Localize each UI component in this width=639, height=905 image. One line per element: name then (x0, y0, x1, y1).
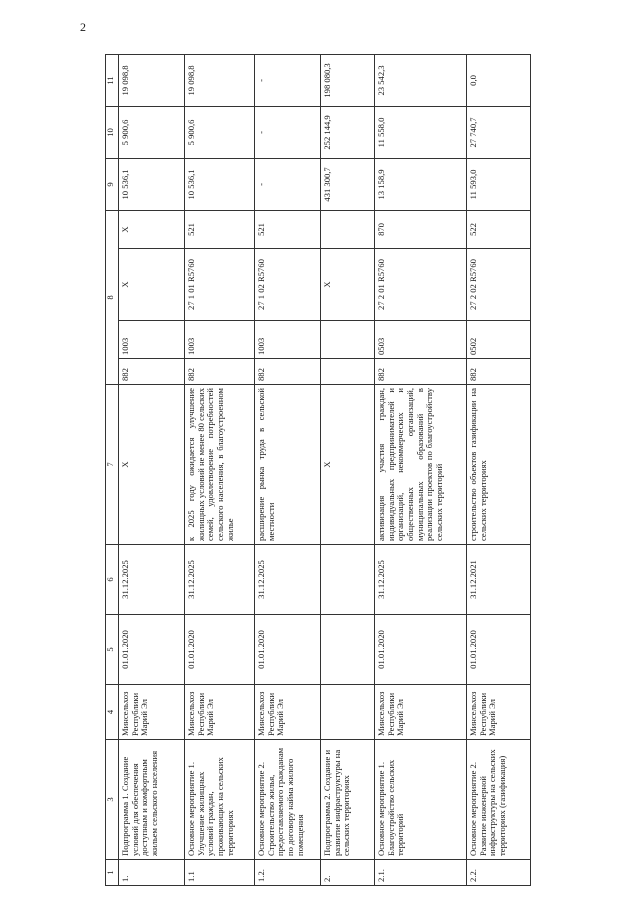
value-col11: - (255, 54, 321, 106)
executor: Минсельхоз Республики Марий Эл (119, 685, 185, 740)
header-cell: 7 (106, 385, 119, 545)
table-row (185, 54, 255, 885)
header-cell: 4 (106, 685, 119, 740)
executor (321, 685, 375, 740)
expected-result: строительство объектов газификации на сельских территориях (467, 385, 531, 545)
code-csr: 27 1 02 R5760 (255, 249, 321, 321)
header-cell: 6 (106, 545, 119, 615)
value-col9: 11 593,0 (467, 158, 531, 210)
row-number: 1.1 (185, 860, 255, 886)
code-grbs: 882 (375, 359, 467, 385)
executor: Минсельхоз Республики Марий Эл (185, 685, 255, 740)
activity-name: Основное мероприятие 1. Улучшение жилищных условий граждан, проживающих на сельских территориях (185, 740, 255, 860)
activity-name: Основное мероприятие 1. Благоустройство сельских территорий (375, 740, 467, 860)
value-col10: 252 144,9 (321, 106, 375, 158)
value-col9: 10 536,1 (185, 158, 255, 210)
value-col11: 198 080,3 (321, 54, 375, 106)
value-col9: 431 300,7 (321, 158, 375, 210)
header-row (106, 54, 119, 885)
code-rzpr: 1003 (119, 321, 185, 359)
expected-result: активизация участия граждан, индивидуальных предпринимателей и организаций, некоммерческих и общественных организаций, муниципальных образований в реализации проектов по благоустройству сельских территорий (375, 385, 467, 545)
value-col10: 11 558,0 (375, 106, 467, 158)
row-number: 2.1. (375, 860, 467, 886)
value-col11: 19 098,8 (119, 54, 185, 106)
header-cell: 11 (106, 54, 119, 106)
end-date: 31.12.2025 (255, 545, 321, 615)
code-vr: 870 (375, 210, 467, 248)
code-vr (321, 210, 375, 248)
code-csr: X (321, 249, 375, 321)
header-cell: 9 (106, 158, 119, 210)
activity-name: Основное мероприятие 2. Развитие инженерной инфраструктуры на сельских территориях (газификация) (467, 740, 531, 860)
activity-name: Основное мероприятие 2. Строительство жилья, предоставляемого гражданам по договору найма жилого помещения (255, 740, 321, 860)
code-grbs: 882 (255, 359, 321, 385)
code-csr: 27 2 01 R5760 (375, 249, 467, 321)
start-date: 01.01.2020 (255, 615, 321, 685)
table-row (467, 54, 531, 885)
value-col9: 10 536,1 (119, 158, 185, 210)
row-number: 1.2. (255, 860, 321, 886)
start-date: 01.01.2020 (467, 615, 531, 685)
start-date: 01.01.2020 (119, 615, 185, 685)
value-col11: 23 542,3 (375, 54, 467, 106)
row-number: 1. (119, 860, 185, 886)
code-vr: X (119, 210, 185, 248)
end-date: 31.12.2025 (185, 545, 255, 615)
executor: Минсельхоз Республики Марий Эл (255, 685, 321, 740)
executor: Минсельхоз Республики Марий Эл (467, 685, 531, 740)
end-date (321, 545, 375, 615)
value-col9: 13 158,9 (375, 158, 467, 210)
row-number: 2.2. (467, 860, 531, 886)
value-col10: 5 900,6 (185, 106, 255, 158)
rotated-table-wrapper (105, 56, 511, 886)
expected-result: X (119, 385, 185, 545)
value-col10: 5 900,6 (119, 106, 185, 158)
code-grbs (321, 359, 375, 385)
activity-name: Подпрограмма 2. Создание и развитие инфраструктуры на сельских территориях (321, 740, 375, 860)
start-date: 01.01.2020 (185, 615, 255, 685)
value-col11: 19 098,8 (185, 54, 255, 106)
value-col10: 27 740,7 (467, 106, 531, 158)
header-cell: 1 (106, 860, 119, 886)
code-vr: 521 (185, 210, 255, 248)
expected-result: X (321, 385, 375, 545)
code-rzpr: 1003 (185, 321, 255, 359)
page-number: 2 (80, 20, 86, 34)
activity-name: Подпрограмма 1. Создание условий для обеспечения доступным и комфортным жильем сельского населения (119, 740, 185, 860)
header-cell: 10 (106, 106, 119, 158)
code-rzpr: 0503 (375, 321, 467, 359)
end-date: 31.12.2025 (375, 545, 467, 615)
table-row (119, 54, 185, 885)
expected-result: расширение рынка труда в сельской местности (255, 385, 321, 545)
code-vr: 522 (467, 210, 531, 248)
value-col10: - (255, 106, 321, 158)
code-grbs: 882 (119, 359, 185, 385)
start-date: 01.01.2020 (375, 615, 467, 685)
header-cell: 5 (106, 615, 119, 685)
row-number: 2. (321, 860, 375, 886)
code-grbs: 882 (185, 359, 255, 385)
code-rzpr: 1003 (255, 321, 321, 359)
header-cell: 8 (106, 210, 119, 384)
code-csr: 27 1 01 R5760 (185, 249, 255, 321)
code-rzpr: 0502 (467, 321, 531, 359)
code-vr: 521 (255, 210, 321, 248)
header-cell: 3 (106, 740, 119, 860)
code-rzpr (321, 321, 375, 359)
expected-result: к 2025 году ожидается улучшение жилищных условий не менее 80 сельских семей, удовлетворение потребностей сельского населения, в благоустроенном жилье (185, 385, 255, 545)
table-row (375, 54, 467, 885)
value-col9: - (255, 158, 321, 210)
executor: Минсельхоз Республики Марий Эл (375, 685, 467, 740)
code-csr: 27 2 02 R5760 (467, 249, 531, 321)
code-grbs: 882 (467, 359, 531, 385)
end-date: 31.12.2025 (119, 545, 185, 615)
table-row (255, 54, 321, 885)
start-date (321, 615, 375, 685)
code-csr: X (119, 249, 185, 321)
program-table (105, 54, 531, 886)
end-date: 31.12.2021 (467, 545, 531, 615)
table-row (321, 54, 375, 885)
value-col11: 0,0 (467, 54, 531, 106)
